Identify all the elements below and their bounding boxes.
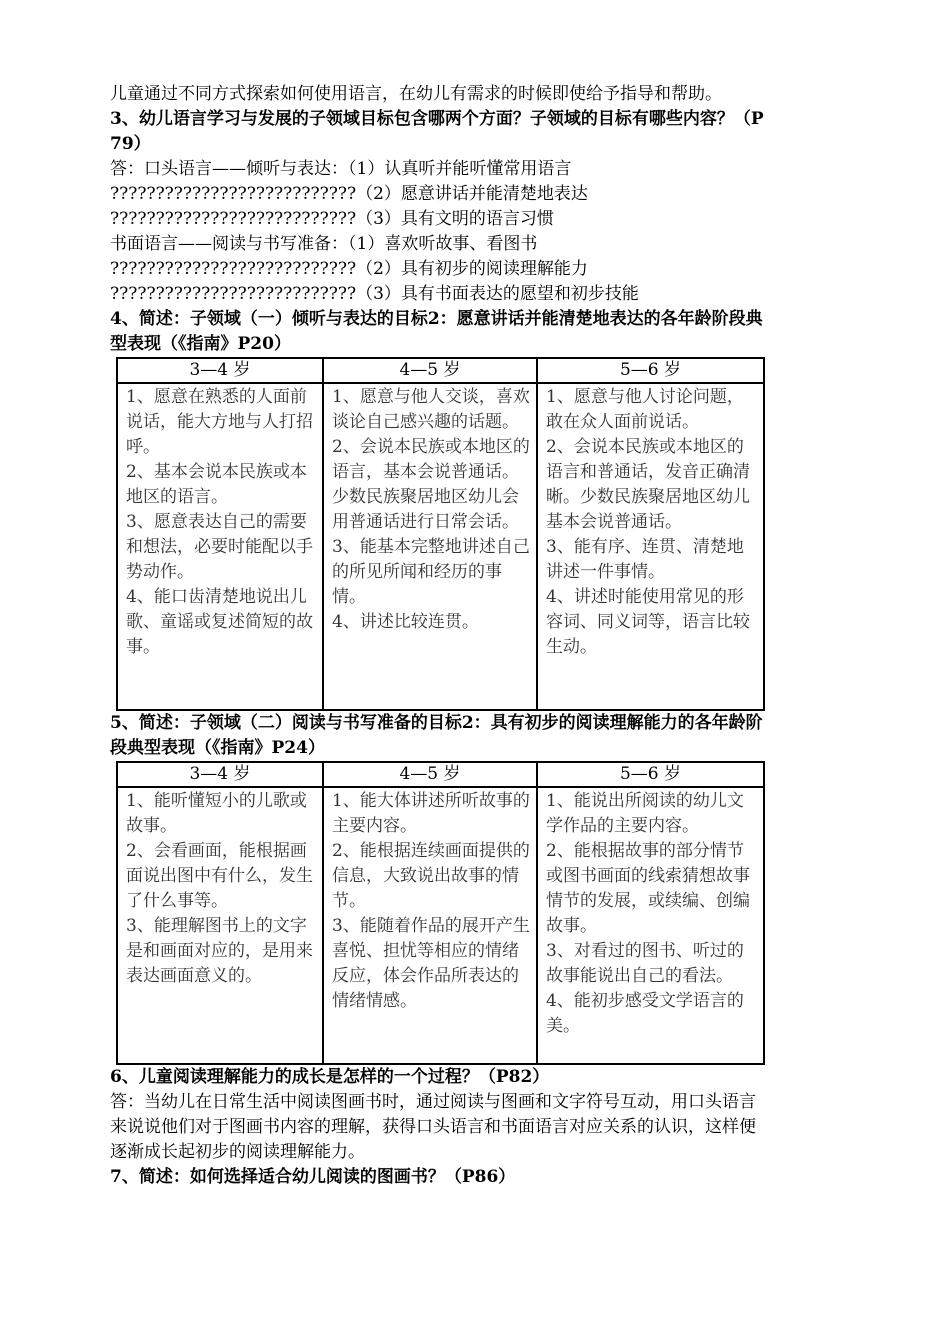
answer-line: ???????????????????????????（3）具有书面表达的愿望和初步技能 <box>110 284 639 304</box>
column-header-4-5: 4—5 岁 <box>323 762 537 787</box>
list-item: 3、能随着作品的展开产生喜悦、担忧等相应的情绪反应，体会作品所表达的情绪情感。 <box>332 916 530 1011</box>
list-item: 4、讲述时能使用常见的形容词、同义词等，语言比较生动。 <box>546 587 750 657</box>
list-item: 3、能理解图书上的文字是和画面对应的，是用来表达画面意义的。 <box>126 916 313 986</box>
table-cell-3-4 <box>117 787 323 1064</box>
table-cell-4-5 <box>323 787 537 1064</box>
q4-age-table <box>116 357 765 711</box>
list-item: 3、对看过的图书、听过的故事能说出自己的看法。 <box>546 941 744 986</box>
q5-age-table <box>116 761 765 1065</box>
table-cell-5-6 <box>537 383 764 710</box>
list-item: 2、会看画面，能根据画面说出图中有什么，发生了什么事等。 <box>126 841 313 911</box>
column-header-4-5: 4—5 岁 <box>323 358 537 383</box>
document-page <box>110 82 765 1190</box>
column-header-5-6: 5—6 岁 <box>537 762 764 787</box>
answer-paragraph: 答：当幼儿在日常生活中阅读图画书时，通过阅读与图画和文字符号互动，用口头语言来说说他们对于图画书内容的理解，获得口头语言和书面语言对应关系的认识，这样便逐渐成长起初步的阅读理解能力。 <box>110 1092 756 1162</box>
list-item: 1、愿意与他人讨论问题，敢在众人面前说话。 <box>546 387 744 432</box>
question-7-heading: 7、简述：如何选择适合幼儿阅读的图画书？（P86） <box>110 1167 516 1187</box>
question-6-heading: 6、儿童阅读理解能力的成长是怎样的一个过程？（P82） <box>110 1067 550 1087</box>
column-header-3-4: 3—4 岁 <box>117 762 323 787</box>
list-item: 4、能初步感受文学语言的美。 <box>546 991 744 1036</box>
list-item: 2、会说本民族或本地区的语言，基本会说普通话。少数民族聚居地区幼儿会用普通话进行日常会话。 <box>332 437 530 532</box>
column-header-3-4: 3—4 岁 <box>117 358 323 383</box>
list-item: 4、讲述比较连贯。 <box>332 612 479 632</box>
list-item: 3、愿意表达自己的需要和想法，必要时能配以手势动作。 <box>126 512 313 582</box>
answer-line: ???????????????????????????（2）愿意讲话并能清楚地表达 <box>110 184 588 204</box>
list-item: 1、愿意与他人交谈，喜欢谈论自己感兴趣的话题。 <box>332 387 530 432</box>
list-item: 1、愿意在熟悉的人面前说话，能大方地与人打招呼。 <box>126 387 313 457</box>
list-item: 2、基本会说本民族或本地区的语言。 <box>126 462 307 507</box>
list-item: 2、能根据连续画面提供的信息，大致说出故事的情节。 <box>332 841 530 911</box>
question-3-heading: 3、幼儿语言学习与发展的子领域目标包含哪两个方面？子领域的目标有哪些内容？（P79） <box>110 109 764 154</box>
list-item: 1、能听懂短小的儿歌或故事。 <box>126 791 307 836</box>
question-4-heading: 4、简述：子领域（一）倾听与表达的目标2：愿意讲话并能清楚地表达的各年龄阶段典型表现（《指南》P20） <box>110 309 763 354</box>
answer-line: 书面语言——阅读与书写准备：（1）喜欢听故事、看图书 <box>110 234 538 254</box>
list-item: 4、能口齿清楚地说出儿歌、童谣或复述简短的故事。 <box>126 587 313 657</box>
list-item: 3、能基本完整地讲述自己的所见所闻和经历的事情。 <box>332 537 530 607</box>
table-cell-4-5 <box>323 383 537 710</box>
intro-paragraph: 儿童通过不同方式探索如何使用语言，在幼儿有需求的时候即使给予指导和帮助。 <box>110 84 722 104</box>
list-item: 1、能说出所阅读的幼儿文学作品的主要内容。 <box>546 791 744 836</box>
list-item: 2、能根据故事的部分情节或图书画面的线索猜想故事情节的发展，或续编、创编故事。 <box>546 841 750 936</box>
list-item: 2、会说本民族或本地区的语言和普通话，发音正确清晰。少数民族聚居地区幼儿基本会说普通话。 <box>546 437 750 532</box>
answer-line: ???????????????????????????（3）具有文明的语言习惯 <box>110 209 554 229</box>
answer-line: 答：口头语言——倾听与表达：（1）认真听并能听懂常用语言 <box>110 159 572 179</box>
table-cell-5-6 <box>537 787 764 1064</box>
list-item: 3、能有序、连贯、清楚地讲述一件事情。 <box>546 537 744 582</box>
column-header-5-6: 5—6 岁 <box>537 358 764 383</box>
table-cell-3-4 <box>117 383 323 710</box>
answer-line: ???????????????????????????（2）具有初步的阅读理解能力 <box>110 259 588 279</box>
question-5-heading: 5、简述：子领域（二）阅读与书写准备的目标2：具有初步的阅读理解能力的各年龄阶段典型表现（《指南》P24） <box>110 713 763 758</box>
list-item: 1、能大体讲述所听故事的主要内容。 <box>332 791 530 836</box>
